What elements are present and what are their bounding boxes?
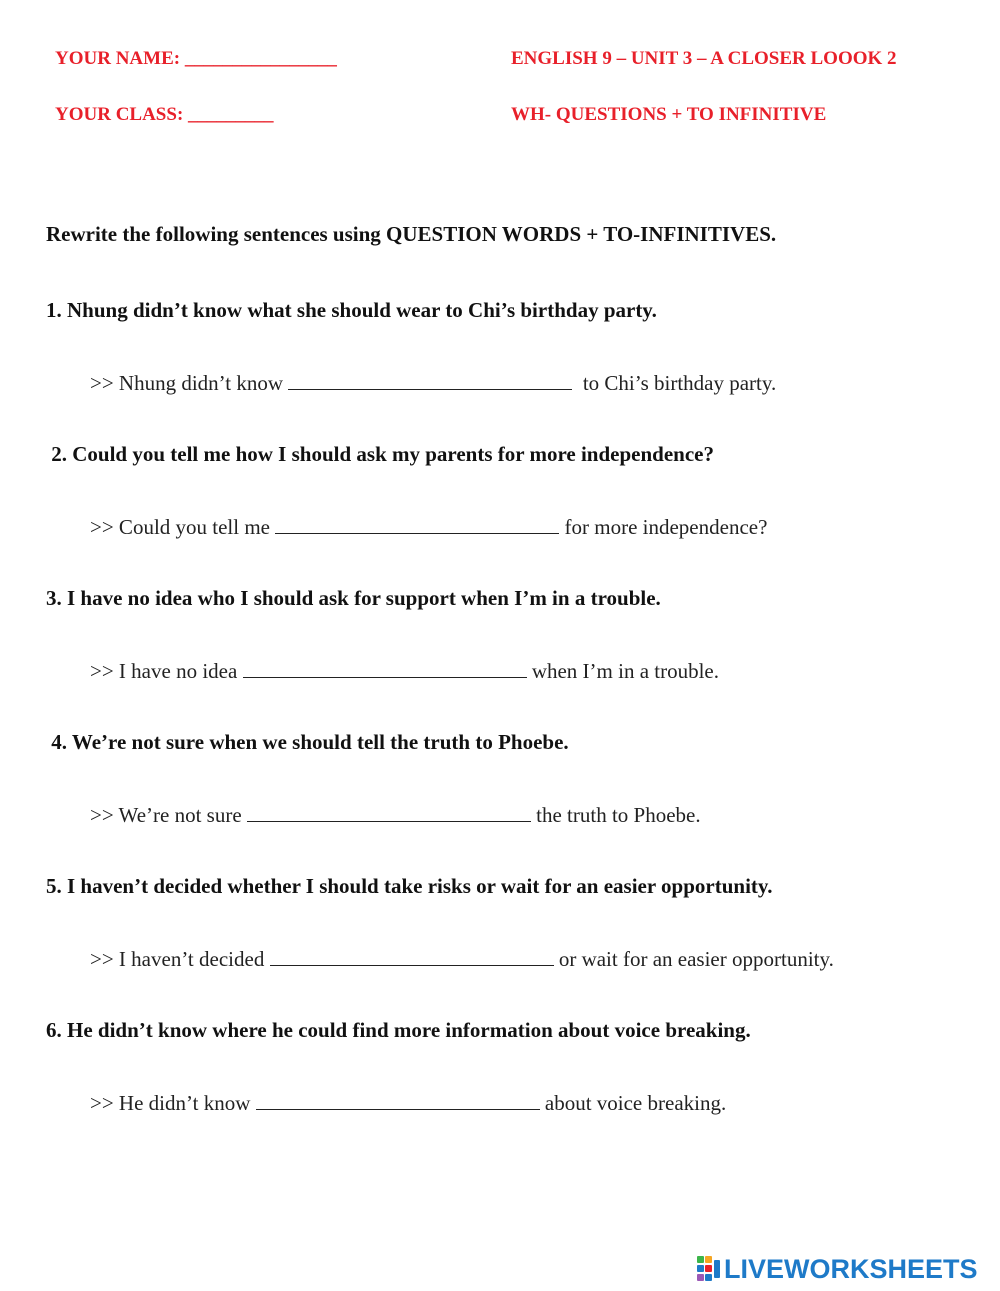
answer-5-blank[interactable] <box>270 948 554 966</box>
answer-3-blank[interactable] <box>243 660 527 678</box>
answer-1-lead: >> Nhung didn’t know <box>90 371 289 395</box>
liveworksheets-logo-icon <box>697 1256 721 1282</box>
question-2-answer <box>90 516 767 538</box>
answer-2-lead: >> Could you tell me <box>90 515 276 539</box>
question-1-prompt: 1. Nhung didn’t know what she should wear to Chi’s birthday party. <box>46 298 657 322</box>
topic-title: WH- QUESTIONS + TO INFINITIVE <box>511 104 827 125</box>
question-4-prompt: 4. We’re not sure when we should tell the truth to Phoebe. <box>46 730 569 754</box>
question-1-answer <box>90 372 776 394</box>
instruction-text: Rewrite the following sentences using QUESTION WORDS + TO-INFINITIVES. <box>46 222 777 246</box>
liveworksheets-logo-text: LIVEWORKSHEETS <box>724 1253 978 1284</box>
answer-4-tail: the truth to Phoebe. <box>530 803 701 827</box>
question-5-prompt: 5. I haven’t decided whether I should take risks or wait for an easier opportunity. <box>46 874 773 898</box>
answer-1-tail: to Chi’s birthday party. <box>572 371 777 395</box>
answer-5-lead: >> I haven’t decided <box>90 947 270 971</box>
class-label: YOUR CLASS: _________ <box>55 104 274 125</box>
question-3-answer <box>90 660 719 682</box>
answer-3-lead: >> I have no idea <box>90 659 243 683</box>
question-6-answer <box>90 1092 726 1114</box>
answer-6-tail: about voice breaking. <box>539 1091 727 1115</box>
liveworksheets-logo <box>697 1254 978 1284</box>
question-2-prompt: 2. Could you tell me how I should ask my parents for more independence? <box>46 442 714 466</box>
answer-1-blank[interactable] <box>288 372 572 390</box>
answer-3-tail: when I’m in a trouble. <box>526 659 720 683</box>
answer-2-tail: for more independence? <box>559 515 768 539</box>
answer-6-blank[interactable] <box>256 1092 540 1110</box>
answer-5-tail: or wait for an easier opportunity. <box>553 947 834 971</box>
answer-2-blank[interactable] <box>275 516 559 534</box>
question-6-prompt: 6. He didn’t know where he could find more information about voice breaking. <box>46 1018 751 1042</box>
question-5-answer <box>90 948 834 970</box>
question-3-prompt: 3. I have no idea who I should ask for support when I’m in a trouble. <box>46 586 661 610</box>
answer-4-blank[interactable] <box>247 804 531 822</box>
answer-6-lead: >> He didn’t know <box>90 1091 256 1115</box>
course-title: ENGLISH 9 – UNIT 3 – A CLOSER LOOOK 2 <box>511 48 897 69</box>
question-4-answer <box>90 804 701 826</box>
name-label: YOUR NAME: ________________ <box>55 48 337 69</box>
answer-4-lead: >> We’re not sure <box>90 803 247 827</box>
